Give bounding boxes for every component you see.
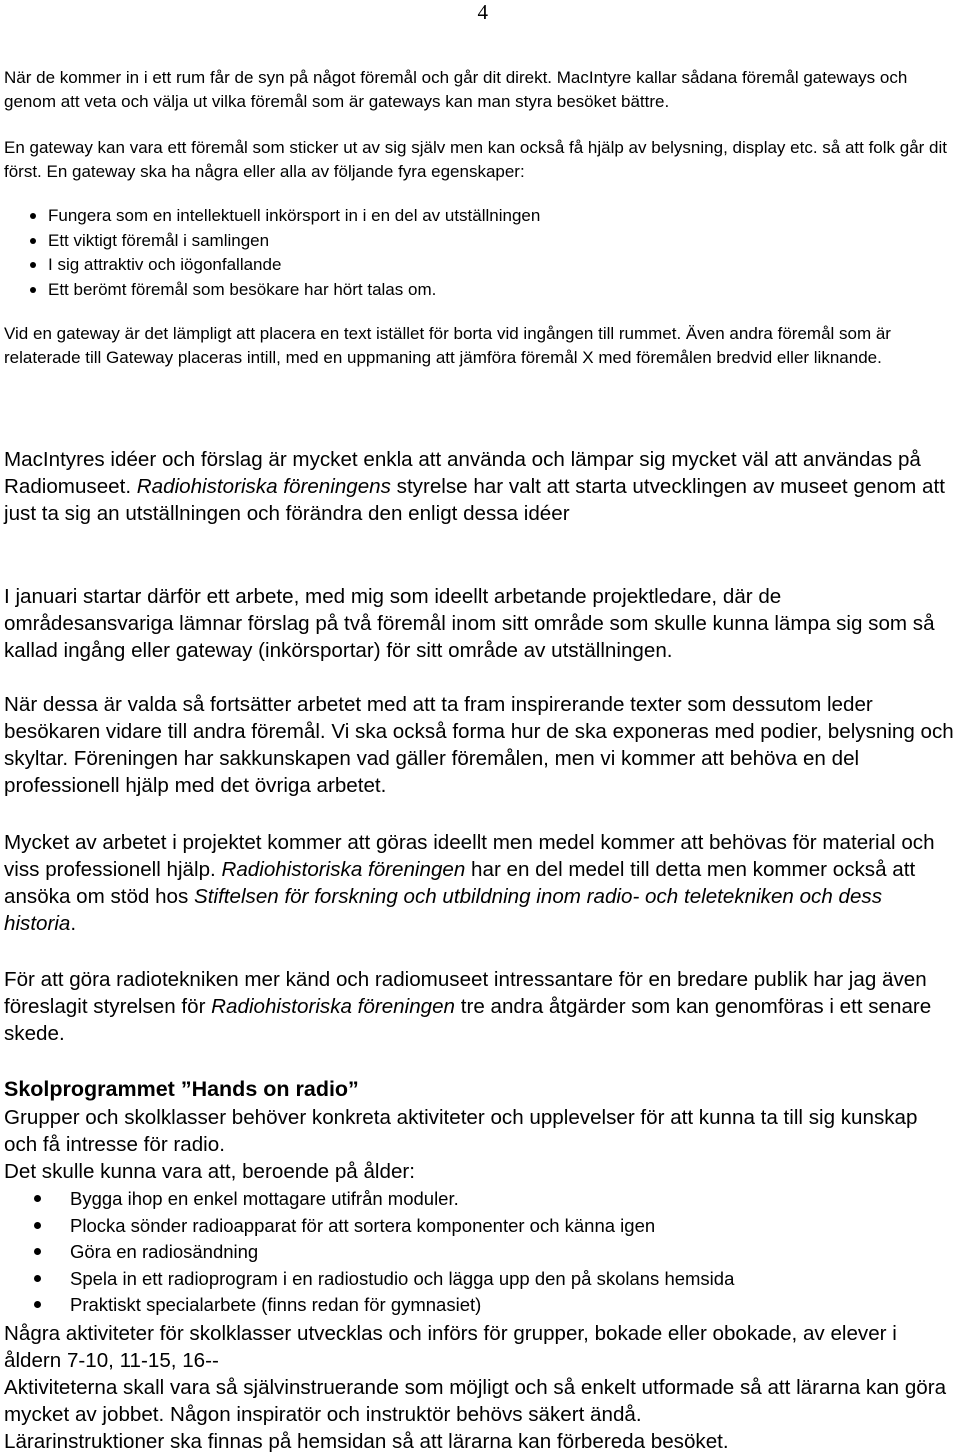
list-item: Praktiskt specialarbete (finns redan för gymnasiet) (32, 1292, 734, 1319)
paragraph-funding: Mycket av arbetet i projektet kommer att göras ideellt men medel kommer att behövas för material och viss professionell hjälp. Radiohistoriska föreningen har en del medel till detta men kommer också att ansöka om stöd hos Stiftelsen för forskning och utbildning inom radio- och teletekniken och dess historia. (4, 831, 935, 935)
gateway-features-list (28, 204, 540, 302)
activities-list (32, 1186, 734, 1319)
paragraph-gateway-definition: En gateway kan vara ett föremål som sticker ut av sig själv men kan också få hjälp av belysning, display etc. så att folk går dit först. En gateway ska ha några eller alla av följande fyra egenskaper: (4, 138, 948, 181)
paragraph-self-instructing: Aktiviteterna skall vara så självinstruerande som möjligt och så enkelt utformade så att lärarna kan göra mycket av jobbet. Någon inspiratör och instruktör behövs säkert ändå. (4, 1376, 947, 1426)
list-item: Plocka sönder radioapparat för att sortera komponenter och känna igen (32, 1213, 734, 1240)
paragraph-gateway-text-placement: Vid en gateway är det lämpligt att placera en text istället för borta vid ingången till rummet. Även andra föremål som är relaterade till Gateway placeras intill, med en uppmaning att jämföra föremål X med föremålen bredvid eller liknande. (4, 324, 891, 367)
list-item: Ett berömt föremål som besökare har hört talas om. (28, 278, 540, 303)
list-item: Spela in ett radioprogram i en radiostudio och lägga upp den på skolans hemsida (32, 1266, 734, 1293)
paragraph-further-measures: För att göra radiotekniken mer känd och radiomuseet intressantare för en bredare publik har jag även föreslagit styrelsen för Radiohistoriska föreningen tre andra åtgärder som kan genomföras i ett senare skede. (4, 968, 932, 1045)
bullet-icon (30, 262, 36, 268)
paragraph-january-work: I januari startar därför ett arbete, med mig som ideellt arbetande projektledare, där de områdesansvariga lämnar förslag på två föremål inom sitt område som skulle kunna lämpa sig som så kallad ingång eller gateway (inkörsportar) för sitt område av utställningen. (4, 585, 935, 662)
bullet-icon (34, 1275, 41, 1282)
section-heading: Skolprogrammet ”Hands on radio” (4, 1077, 359, 1101)
paragraph-gateways-intro: När de kommer in i ett rum får de syn på något föremål och går dit direkt. MacIntyre kallar sådana föremål gateways och genom att veta och välja ut vilka föremål som är gateways kan man styra besöket bättre. (4, 68, 908, 111)
bullet-icon (30, 287, 36, 293)
paragraph-activities-for-classes: Några aktiviteter för skolklasser utvecklas och införs för grupper, bokade eller obokade, av elever i åldern 7-10, 11-15, 16-- (4, 1322, 897, 1372)
bullet-icon (34, 1248, 41, 1255)
bullet-icon (30, 238, 36, 244)
paragraph-macintyre-ideas: MacIntyres idéer och förslag är mycket enkla att använda och lämpar sig mycket väl att användas på Radiomuseet. Radiohistoriska föreningens styrelse har valt att starta utvecklingen av museet genom att just ta sig an utställningen och förändra den enligt dessa idéer (4, 448, 945, 525)
list-item: I sig attraktiv och iögonfallande (28, 253, 540, 278)
paragraph-age-intro: Det skulle kunna vara att, beroende på ålder: (4, 1160, 415, 1183)
page-number: 4 (477, 0, 488, 24)
list-item: Fungera som en intellektuell inkörsport in i en del av utställningen (28, 204, 540, 229)
list-item: Göra en radiosändning (32, 1239, 734, 1266)
list-item: Ett viktigt föremål i samlingen (28, 229, 540, 254)
paragraph-texts-and-display: När dessa är valda så fortsätter arbetet med att ta fram inspirerande texter som dessutom leder besökaren vidare till andra föremål. Vi ska också forma hur de ska exponeras med podier, belysning och skyltar. Föreningen har sakkunskapen vad gäller föremålen, men vi kommer att behöva en del professionell hjälp med det övriga arbetet. (4, 693, 954, 797)
paragraph-school-groups: Grupper och skolklasser behöver konkreta aktiviteter och upplevelser för att kunna ta till sig kunskap och få intresse för radio. (4, 1106, 918, 1156)
bullet-icon (34, 1222, 41, 1229)
paragraph-teacher-instructions: Lärarinstruktioner ska finnas på hemsidan så att lärarna kan förbereda besöket. (4, 1430, 729, 1453)
bullet-icon (34, 1195, 41, 1202)
bullet-icon (30, 213, 36, 219)
list-item: Bygga ihop en enkel mottagare utifrån moduler. (32, 1186, 734, 1213)
bullet-icon (34, 1301, 41, 1308)
